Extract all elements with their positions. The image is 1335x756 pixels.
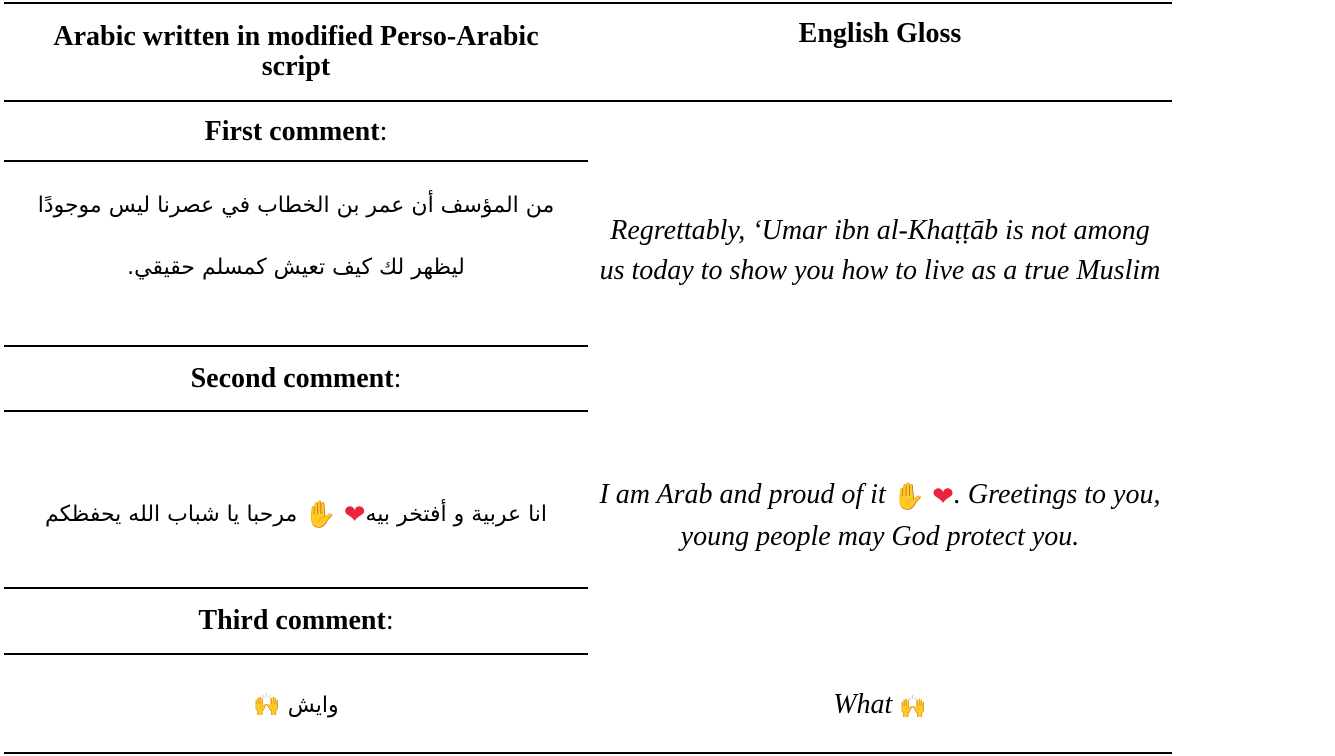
header-col-gloss-text: English Gloss: [798, 18, 962, 49]
third-comment-arabic: [4, 680, 588, 732]
second-comment-arabic-part2: مرحبا يا شباب الله يحفظكم: [44, 502, 298, 527]
second-comment-arabic: [4, 480, 588, 550]
third-comment-arabic-text: وايش: [287, 693, 339, 718]
raised-hand-icon: ✋: [304, 500, 337, 530]
second-label-rule: [4, 410, 588, 412]
second-comment-title: Second comment: [190, 362, 394, 394]
third-comment-gloss: [598, 680, 1162, 732]
red-heart-icon: ❤: [932, 481, 954, 511]
second-comment-arabic-part1: انا عربية و أفتخر بيه: [365, 502, 548, 527]
first-comment-gloss: [598, 190, 1162, 312]
third-comment-label: [4, 589, 588, 653]
header-col-arabic: [4, 4, 588, 100]
first-comment-label: [4, 104, 588, 160]
first-comment-title: First comment: [204, 116, 380, 147]
header-col-arabic-text: Arabic written in modified Perso-Arabic script: [53, 21, 539, 82]
third-label-rule: [4, 653, 588, 655]
second-comment-colon: :: [393, 362, 402, 394]
raised-hand-icon: ✋: [892, 481, 926, 511]
first-label-rule: [4, 160, 588, 162]
first-comment-arabic-line2: ليظهر لك كيف تعيش كمسلم حقيقي.: [127, 255, 465, 280]
bottom-rule: [4, 752, 1172, 754]
first-comment-gloss-text: Regrettably, ‘Umar ibn al-Khaṭṭāb is not among us today to show you how to live as a true Muslim: [599, 215, 1161, 286]
header-col-gloss: [588, 4, 1172, 64]
third-comment-gloss-text: What: [833, 689, 893, 721]
second-comment-gloss-part1: I am Arab and proud of it: [599, 479, 886, 511]
raising-hands-icon: 🙌: [899, 693, 927, 719]
header-bottom-rule: [4, 100, 1172, 102]
first-comment-arabic: [4, 172, 588, 302]
first-comment-arabic-line1: من المؤسف أن عمر بن الخطاب في عصرنا ليس موجودًا: [37, 193, 555, 218]
third-comment-colon: :: [385, 605, 394, 636]
second-comment-label: [4, 347, 588, 410]
second-comment-gloss-part2: . Greetings to you, young people may God protect you.: [680, 479, 1161, 552]
red-heart-icon: ❤: [343, 500, 366, 530]
raising-hands-icon: 🙌: [253, 693, 281, 718]
second-comment-gloss: [598, 474, 1162, 558]
third-comment-title: Third comment: [198, 605, 386, 636]
first-comment-colon: :: [379, 116, 388, 147]
